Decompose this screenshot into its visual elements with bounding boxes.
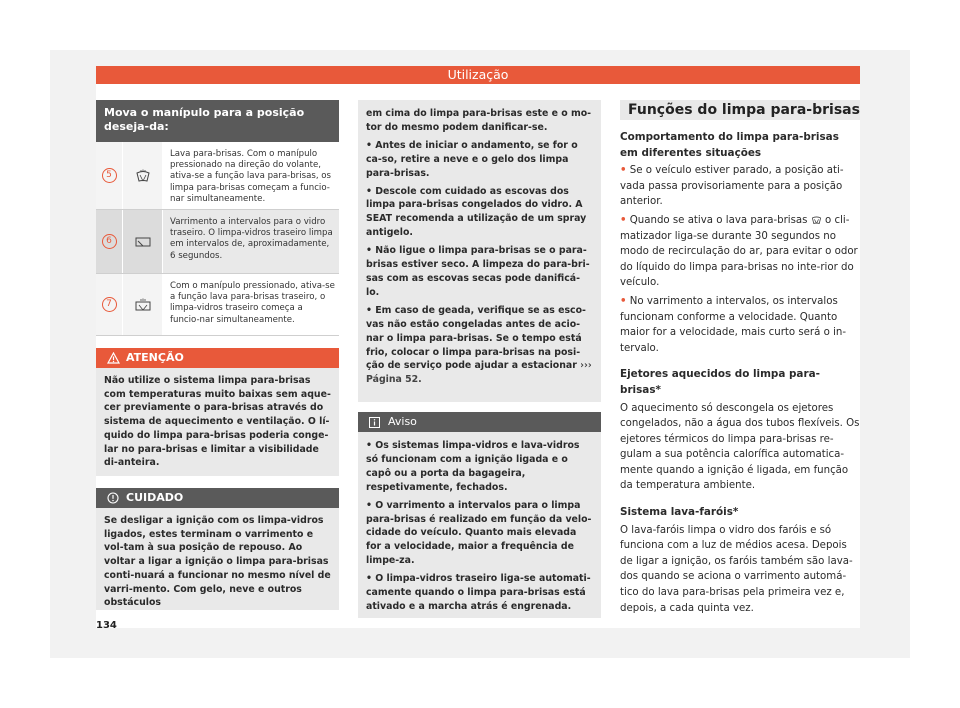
subheading: Sistema lava-faróis*: [620, 506, 739, 519]
row-description: Com o manípulo pressionado, ativa-se a função lava para-brisas traseiro, o limpa-vidros traseiro começa a funcio-nar simultaneamente.: [170, 281, 335, 325]
note-bullet: • O limpa-vidros traseiro liga-se automati-camente quando o limpa para-brisas está ativado e a marcha atrás é engrenada.: [366, 573, 591, 612]
paragraph: O lava-faróis limpa o vidro dos faróis e só funciona com a luz de médios acesa. Depois de ligar a ignição, os faróis também são lava-dos quando se aciona o varrimento automá-tico do lava para-brisas pela primeira vez e, depois, a cada quinta vez.: [620, 524, 853, 614]
caution-title: CUIDADO: [126, 491, 184, 504]
note-bullet: • O varrimento a intervalos para o limpa para-brisas é realizado em função da velo-cidade do veículo. Quanto mais elevada for a velocidade, maior a frequência de limpe-za.: [366, 499, 592, 567]
section-title: Funções do limpa para-brisas: [620, 100, 860, 120]
rear-wash-icon: [134, 298, 152, 312]
info-icon: [369, 417, 380, 428]
rear-wiper-icon: [134, 236, 152, 248]
row-description: Lava para-brisas. Com o manípulo pressionado na direção do volante, ativa-se a função lava para-brisas, os limpa para-brisas começam a funcio-nar simultaneamente.: [170, 149, 332, 204]
row-description: Varrimento a intervalos para o vidro traseiro. O limpa-vidros traseiro limpa em intervalos de, aproximadamente, 6 segundos.: [170, 217, 333, 261]
warning-box: [96, 348, 339, 476]
row-number-badge: 7: [102, 297, 117, 312]
bullet-item: • No varrimento a intervalos, os intervalos funcionam conforme a velocidade. Quanto maior for a velocidade, mais curto será o in-tervalo.: [620, 295, 847, 354]
table-row: [96, 274, 339, 336]
note-bullet: • Os sistemas limpa-vidros e lava-vidros só funcionam com a ignição ligada e o capô ou a porta da bagageira, respetivamente, fechados.: [366, 440, 580, 493]
caution-continuation: [358, 100, 601, 402]
page-number: 134: [96, 620, 117, 631]
windscreen-wash-icon: [135, 169, 151, 183]
caution-bullet: • Em caso de geada, verifique se as esco-vas não estão congeladas antes de acio-nar o limpa para-brisas. Se o tempo está frio, colocar o limpa para-brisas na posi-ção de serviço pode ajudar a estacionar ››› Página 52.: [366, 304, 592, 386]
caution-bullet: • Descole com cuidado as escovas dos limpa para-brisas congelados do vidro. A SEAT recomenda a utilização de um spray antigelo.: [366, 185, 587, 239]
function-table: [96, 100, 339, 336]
section-header: Utilização: [96, 66, 860, 84]
paragraph: O aquecimento só descongela os ejetores congelados, não a água dos tubos flexíveis. Os ejetores térmicos do limpa para-brisas re-gulam a sua potência calorífica automatica-mente quando a ignição é ligada, em função da temperatura ambiente.: [620, 402, 860, 492]
bullet-item: • Se o veículo estiver parado, a posição ati-vada passa provisoriamente para a posição anterior.: [620, 165, 844, 208]
caution-paragraph: em cima do limpa para-brisas este e o mo-tor do mesmo podem danificar-se.: [366, 108, 592, 133]
table-heading: Mova o manípulo para a posição deseja-da:: [96, 100, 339, 142]
warning-triangle-icon: [107, 352, 120, 364]
caution-circle-icon: [107, 492, 119, 504]
caution-box: [96, 488, 339, 610]
caution-bullet: • Não ligue o limpa para-brisas se o para-brisas estiver seco. A limpeza do para-bri-sas com as escovas secas pode danificá-lo.: [366, 245, 590, 298]
caution-bullet: • Antes de iniciar o andamento, se for o ca-so, retire a neve e o gelo dos limpa para-brisas.: [366, 139, 578, 179]
table-row: [96, 210, 339, 274]
warning-title: ATENÇÃO: [126, 351, 184, 364]
windscreen-wash-icon: [811, 215, 822, 225]
note-box: [358, 412, 601, 618]
subheading: Ejetores aquecidos do limpa para-brisas*: [620, 368, 820, 396]
note-title: Aviso: [388, 415, 417, 428]
row-number-badge: 5: [102, 168, 117, 183]
page-reference-link[interactable]: ››› Página 52.: [366, 360, 592, 386]
bullet-item: • Quando se ativa o lava para-brisas o cli-matizador liga-se durante 30 segundos no modo de recirculação do ar, para evitar o odor do líquido do limpa para-brisas no inte-rior do veículo.: [620, 214, 858, 289]
table-row: [96, 142, 339, 210]
caution-text: Se desligar a ignição com os limpa-vidros ligados, estes terminam o varrimento e vol-tam à sua posição de repouso. Ao voltar a ligar a ignição o limpa para-brisas conti-nuará a funcionar no mesmo nível de varri-mento. Com gelo, neve e outros obstáculos: [104, 515, 331, 609]
row-number-badge: 6: [102, 234, 117, 249]
subheading: Comportamento do limpa para-brisas em diferentes situações: [620, 131, 839, 159]
warning-text: Não utilize o sistema limpa para-brisas com temperaturas muito baixas sem aque-cer previamente o para-brisas através do sistema de aquecimento e ventilação. O lí-quido do limpa para-brisas poderia conge-lar no para-brisas e limitar a visibilidade di-anteira.: [104, 375, 331, 469]
functions-section: [620, 100, 860, 619]
